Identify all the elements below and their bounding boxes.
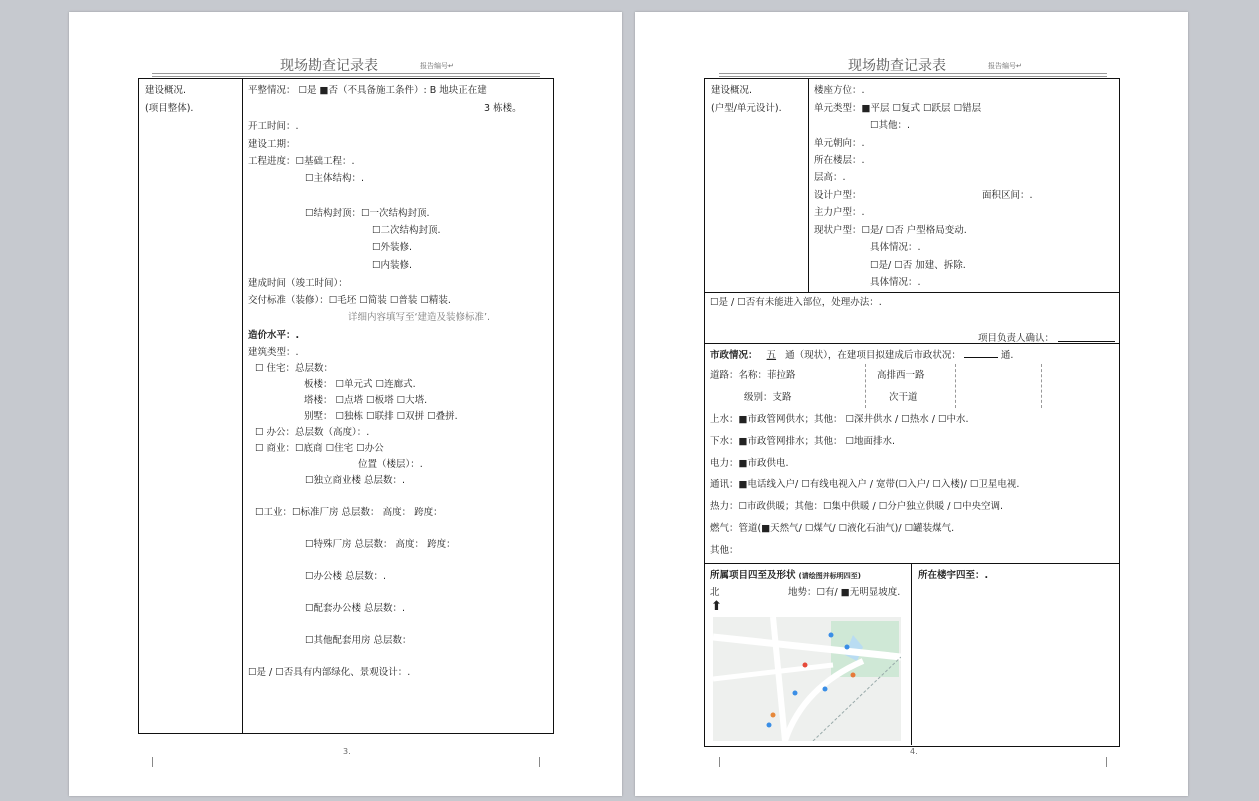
form-field-line: ☐其他：.	[870, 120, 911, 131]
margin-mark	[1106, 757, 1107, 767]
form-field-line: ☐办公楼 总层数：.	[305, 571, 387, 582]
row-divider	[704, 343, 1119, 344]
form-field-line: ☐工业：☐标准厂房 总层数： 高度： 跨度：	[255, 507, 443, 518]
form-field-line: 单元类型：■平层 ☐复式 ☐跃层 ☐错层	[814, 103, 982, 114]
table-divider	[242, 78, 243, 733]
document-page-3	[69, 12, 622, 796]
form-field-line: 所在楼层：.	[814, 155, 865, 166]
form-field-line: 层高：.	[814, 172, 846, 183]
form-field-line: ☐配套办公楼 总层数：.	[305, 603, 406, 614]
municipal-blank	[964, 357, 998, 358]
form-field-line: ☐主体结构：.	[305, 173, 365, 184]
form-field-line: ☐ 住宅：总层数：	[255, 363, 334, 374]
form-field-line: 下水：■市政管网排水；其他： ☐地面排水.	[710, 436, 896, 447]
form-field-line: ☐结构封顶：☐一次结构封顶.	[305, 208, 430, 219]
form-field-line: ☐特殊厂房 总层数： 高度： 跨度：	[305, 539, 456, 550]
title-rule	[719, 76, 1107, 77]
form-title: 现场勘查记录表	[848, 58, 946, 74]
north-arrow-icon: ⬆	[711, 599, 722, 614]
form-field-line: 详细内容填写至‘建造及装修标准’.	[348, 312, 491, 323]
form-field-line: 3 栋楼。	[484, 103, 522, 114]
boundary-note: (请绘图并标明四至)	[798, 572, 861, 580]
form-field-line: 电力：■市政供电.	[710, 458, 789, 469]
form-title: 现场勘查记录表	[280, 58, 378, 74]
form-field-line: ☐是 / ☐否有未能进入部位，处理办法：.	[710, 297, 882, 308]
form-field-line: 平整情况： ☐是 ■否（不具备施工条件）: B 地块正在建	[248, 85, 487, 96]
margin-mark	[539, 757, 540, 767]
municipal-row	[710, 347, 1013, 361]
form-field-line: 具体情况：.	[870, 242, 921, 253]
road-column-divider	[955, 364, 956, 408]
form-field-line: ☐独立商业楼 总层数：.	[305, 475, 406, 486]
form-field-line: ☐是/ ☐否 加建、拆除.	[870, 260, 966, 271]
boundary-label: 所属项目四至及形状	[710, 570, 796, 581]
form-field-line: 塔楼： ☐点塔 ☐板塔 ☐大塔.	[304, 395, 428, 406]
road-column-divider	[865, 364, 866, 408]
margin-mark	[152, 757, 153, 767]
form-field-line: ☐是 / ☐否具有内部绿化、景观设计：.	[248, 667, 411, 678]
form-field-line: 其他：	[710, 545, 739, 556]
form-field-line: 别墅： ☐独栋 ☐联排 ☐双拼 ☐叠拼.	[304, 411, 458, 422]
section-sublabel: (户型/单元设计).	[711, 103, 782, 114]
form-field-line: 项目负责人确认：	[978, 333, 1055, 344]
form-field-line: 位置（楼层）：.	[358, 459, 423, 470]
document-page-4	[635, 12, 1188, 796]
table-divider	[808, 78, 809, 292]
form-field-line: ☐内装修.	[372, 260, 413, 271]
form-field-line: 面积区间：.	[982, 190, 1033, 201]
section-label: 建设概况.	[145, 85, 187, 96]
form-field-line: 工程进度：☐基础工程：.	[248, 156, 355, 167]
form-field-line: ☐外装修.	[372, 242, 413, 253]
municipal-text-end: 通.	[1000, 350, 1014, 361]
title-rule	[719, 73, 1107, 74]
form-field-line: 建成时间（竣工时间）：	[248, 278, 348, 289]
form-field-line: 设计户型：	[814, 190, 862, 201]
form-field-line: 建筑类型：.	[248, 347, 299, 358]
signature-blank	[1058, 340, 1115, 342]
form-field-line: 造价水平：.	[248, 330, 300, 341]
road-column-divider	[1041, 364, 1042, 408]
form-field-line: 地势：☐有/ ■无明显坡度.	[788, 587, 901, 598]
form-field-line: ☐ 商业：☐底商 ☐住宅 ☐办公	[255, 443, 384, 454]
title-rule	[152, 73, 540, 74]
section-sublabel: (项目整体).	[145, 103, 194, 114]
form-field-line: 建设工期：	[248, 139, 296, 150]
form-field-line: 单元朝向：.	[814, 138, 865, 149]
section-label: 建设概况.	[711, 85, 753, 96]
boundary-heading	[710, 567, 861, 581]
form-field-line: 开工时间：.	[248, 121, 299, 132]
form-field-line: 热力：☐市政供暖；其他：☐集中供暖 / ☐分户独立供暖 / ☐中央空调.	[710, 501, 1004, 512]
location-map	[713, 617, 901, 741]
form-field-line: 高排西一路	[877, 370, 925, 381]
form-field-line: 通讯：■电话线入户/ ☐有线电视入户 / 宽带(☐入户/ ☐入楼)/ ☐卫星电视.	[710, 479, 1020, 490]
form-field-line: 具体情况：.	[870, 277, 921, 288]
municipal-text: 通（现状），在建项目拟建成后市政状况：	[785, 350, 961, 361]
report-number: 报告编号↵	[420, 62, 454, 70]
form-field-line: 板楼： ☐单元式 ☐连廊式.	[304, 379, 416, 390]
form-field-line: 主力户型：.	[814, 207, 865, 218]
form-field-line: 北	[710, 587, 720, 598]
form-field-line: ☐ 办公：总层数（高度）：.	[255, 427, 370, 438]
form-field-line: 现状户型：☐是/ ☐否 户型格局变动.	[814, 225, 967, 236]
report-number: 报告编号↵	[988, 62, 1022, 70]
form-field-line: ☐其他配套用房 总层数：	[305, 635, 412, 646]
page-number: 4.	[910, 747, 918, 756]
form-field-line: 次干道	[889, 392, 918, 403]
table-divider	[911, 563, 912, 745]
row-divider	[704, 292, 1119, 293]
municipal-count: 五	[766, 350, 777, 361]
form-field-line: 级别：支路	[744, 392, 792, 403]
form-field-line: ☐二次结构封顶.	[372, 225, 441, 236]
form-field-line: 交付标准（装修）：☐毛坯 ☐简装 ☐普装 ☐精装.	[248, 295, 451, 306]
building-boundary-label: 所在楼宇四至：.	[918, 570, 989, 581]
form-field-line: 上水：■市政管网供水；其他： ☐深井供水 / ☐热水 / ☐中水.	[710, 414, 969, 425]
form-field-line: 燃气：管道(■天然气/ ☐煤气/ ☐液化石油气)/ ☐罐装煤气.	[710, 523, 955, 534]
margin-mark	[719, 757, 720, 767]
form-field-line: 道路：名称：菲拉路	[710, 370, 796, 381]
form-field-line: 楼座方位：.	[814, 85, 865, 96]
municipal-label: 市政情况：	[710, 350, 758, 361]
page-number: 3.	[343, 747, 351, 756]
title-rule	[152, 76, 540, 77]
